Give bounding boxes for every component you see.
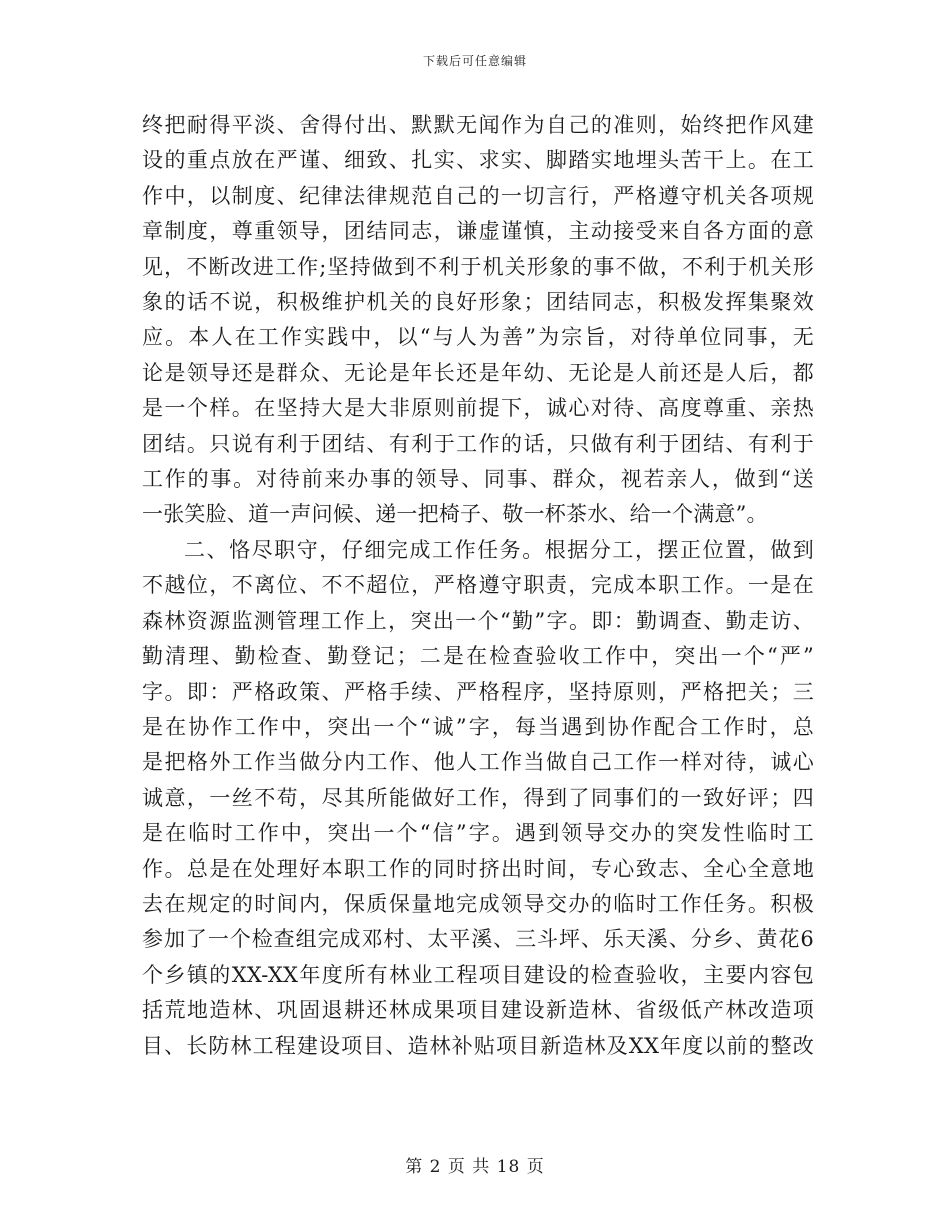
paragraph-2: [142, 533, 814, 1064]
text-line: 见，不断改进工作;坚持做到不利于机关形象的事不做，不利于机关形: [142, 254, 814, 279]
text-line: 不越位，不离位、不不超位，严格遵守职责，完成本职工作。一是在: [142, 573, 814, 598]
text-line: 象的话不说，积极维护机关的良好形象；团结同志，积极发挥集聚效: [142, 290, 814, 315]
text-line: 字。即：严格政策、严格手续、严格程序，坚持原则，严格把关；三: [142, 679, 814, 704]
text-line: 工作的事。对待前来办事的领导、同事、群众，视若亲人，做到“送: [142, 467, 814, 492]
paragraph-1: [142, 108, 814, 533]
text-line: 去在规定的时间内，保质保量地完成领导交办的临时工作任务。积极: [142, 891, 814, 916]
document-body: [142, 108, 814, 1064]
text-line: 是在临时工作中，突出一个“信”字。遇到领导交办的突发性临时工: [142, 821, 814, 846]
text-line: 参加了一个检查组完成邓村、太平溪、三斗坪、乐天溪、分乡、黄花6: [142, 927, 814, 952]
text-line: 论是领导还是群众、无论是年长还是年幼、无论是人前还是人后，都: [142, 360, 814, 385]
text-line: 勤清理、勤检查、勤登记；二是在检查验收工作中，突出一个“严”: [142, 644, 814, 669]
text-line: 作。总是在处理好本职工作的同时挤出时间，专心致志、全心全意地: [142, 856, 814, 881]
text-line: 森林资源监测管理工作上，突出一个“勤”字。即：勤调查、勤走访、: [142, 608, 814, 633]
text-line: 目、长防林工程建设项目、造林补贴项目新造林及XX年度以前的整改: [142, 1033, 814, 1058]
text-line: 一张笑脸、道一声问候、递一把椅子、敬一杯茶水、给一个满意”。: [142, 502, 768, 527]
text-line: 作中，以制度、纪律法律规范自己的一切言行，严格遵守机关各项规: [142, 183, 814, 208]
text-line: 应。本人在工作实践中，以“与人为善”为宗旨，对待单位同事，无: [142, 325, 814, 350]
text-line: 设的重点放在严谨、细致、扎实、求实、脚踏实地埋头苦干上。在工: [142, 148, 814, 173]
text-line: 是在协作工作中，突出一个“诚”字，每当遇到协作配合工作时，总: [142, 714, 814, 739]
text-line: 二、恪尽职守，仔细完成工作任务。根据分工，摆正位置，做到: [184, 537, 814, 562]
text-line: 个乡镇的XX-XX年度所有林业工程项目建设的检查验收，主要内容包: [142, 962, 814, 987]
page-header: 下载后可任意编辑: [422, 54, 527, 68]
text-line: 团结。只说有利于团结、有利于工作的话，只做有利于团结、有利于: [142, 431, 814, 456]
text-line: 是一个样。在坚持大是大非原则前提下，诚心对待、高度尊重、亲热: [142, 396, 814, 421]
text-line: 诚意，一丝不苟，尽其所能做好工作，得到了同事们的一致好评；四: [142, 785, 814, 810]
text-line: 括荒地造林、巩固退耕还林成果项目建设新造林、省级低产林改造项: [142, 998, 814, 1023]
text-line: 是把格外工作当做分内工作、他人工作当做自己工作一样对待，诚心: [142, 750, 814, 775]
page-footer: 第 2 页 共 18 页: [405, 1157, 545, 1177]
text-line: 终把耐得平淡、舍得付出、默默无闻作为自己的准则，始终把作风建: [142, 113, 814, 137]
text-line: 章制度，尊重领导，团结同志，谦虚谨慎，主动接受来自各方面的意: [142, 219, 814, 244]
